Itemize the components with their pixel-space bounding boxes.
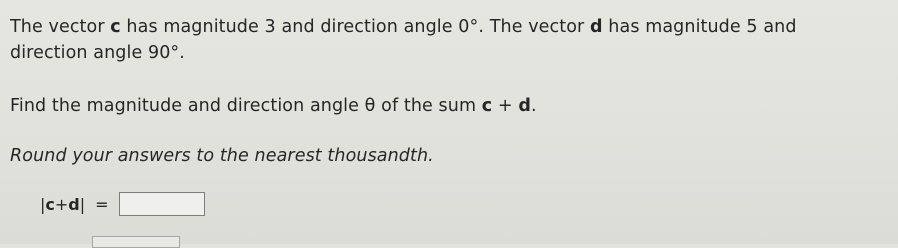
rounding-instruction: Round your answers to the nearest thousandth. bbox=[10, 146, 434, 166]
vector-c: c bbox=[45, 194, 55, 214]
text: has magnitude 5 and bbox=[602, 17, 797, 37]
vector-c: c bbox=[110, 17, 121, 37]
problem-statement-line-1 bbox=[10, 16, 797, 38]
plus-sign: + bbox=[54, 194, 69, 214]
vector-d: d bbox=[68, 194, 80, 214]
vector-d: d bbox=[590, 17, 603, 37]
abs-bar-left: | bbox=[40, 194, 46, 214]
text: Find the magnitude and direction angle θ of the sum bbox=[10, 96, 482, 116]
problem-statement-line-2: direction angle 90°. bbox=[10, 43, 185, 63]
text: + bbox=[492, 96, 519, 116]
text: . bbox=[531, 96, 537, 116]
vector-c: c bbox=[481, 96, 493, 116]
direction-answer-input[interactable] bbox=[92, 236, 180, 248]
text: has magnitude 3 and direction angle 0°. The vector bbox=[120, 17, 590, 37]
text: The vector bbox=[10, 17, 111, 37]
magnitude-answer-input[interactable] bbox=[119, 192, 205, 216]
magnitude-answer-row bbox=[40, 190, 205, 218]
vector-d: d bbox=[518, 96, 531, 116]
abs-bar-right: | bbox=[79, 194, 86, 214]
question-line bbox=[10, 95, 537, 117]
equals-sign: = bbox=[95, 194, 109, 214]
